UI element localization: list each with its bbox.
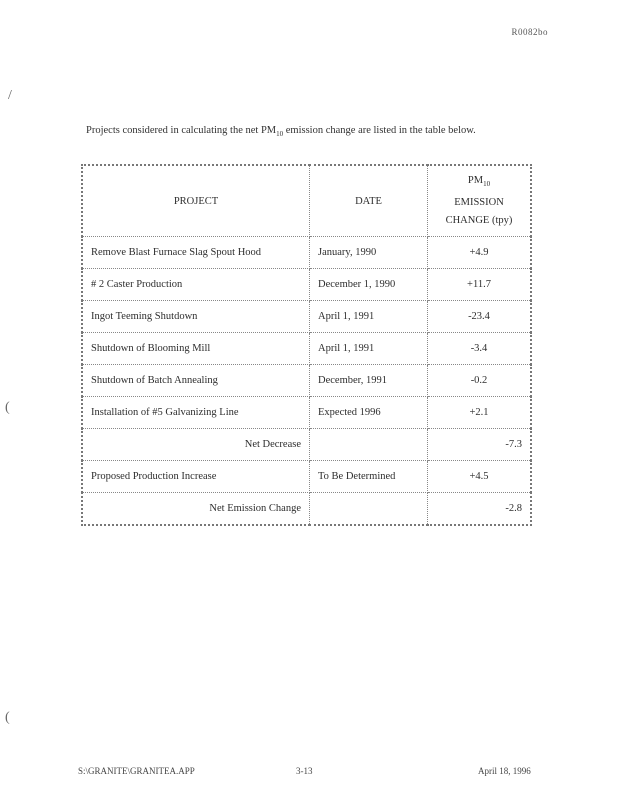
change-cell: -3.4 [428, 333, 532, 365]
document-code: R0082bo [511, 27, 548, 37]
intro-sentence [86, 125, 556, 138]
projects-table [81, 164, 532, 526]
date-cell: April 1, 1991 [310, 301, 428, 333]
change-cell: -23.4 [428, 301, 532, 333]
header-change-label: CHANGE (tpy) [445, 214, 513, 226]
table-header-row [82, 165, 531, 237]
project-cell: Ingot Teeming Shutdown [82, 301, 310, 333]
net-emission-label: Net Emission Change [82, 493, 310, 526]
margin-mark: ( [5, 400, 10, 415]
intro-text-start: Projects considered in calculating the net PM [86, 125, 277, 136]
project-cell: Shutdown of Batch Annealing [82, 365, 310, 397]
date-cell: December, 1991 [310, 365, 428, 397]
empty-date-cell [310, 429, 428, 461]
change-cell: +2.1 [428, 397, 532, 429]
table-row [82, 365, 531, 397]
net-decrease-label: Net Decrease [82, 429, 310, 461]
table-row [82, 461, 531, 493]
margin-mark: / [8, 88, 12, 103]
header-pm-subscript: 10 [483, 180, 491, 189]
date-cell: To Be Determined [310, 461, 428, 493]
date-cell: January, 1990 [310, 237, 428, 269]
change-cell: +4.5 [428, 461, 532, 493]
footer-file-path: S:\GRANITE\GRANITEA.APP [78, 766, 195, 776]
date-cell: Expected 1996 [310, 397, 428, 429]
project-cell: # 2 Caster Production [82, 269, 310, 301]
footer-date: April 18, 1996 [478, 766, 531, 776]
change-cell: +4.9 [428, 237, 532, 269]
project-cell: Installation of #5 Galvanizing Line [82, 397, 310, 429]
date-cell: December 1, 1990 [310, 269, 428, 301]
table-row [82, 301, 531, 333]
table-row [82, 333, 531, 365]
change-cell: -0.2 [428, 365, 532, 397]
table-row [82, 237, 531, 269]
net-decrease-row [82, 429, 531, 461]
change-cell: +11.7 [428, 269, 532, 301]
intro-subscript: 10 [276, 130, 284, 139]
margin-mark: ( [5, 710, 10, 725]
header-project: PROJECT [82, 165, 310, 237]
table-row [82, 397, 531, 429]
net-decrease-value: -7.3 [428, 429, 532, 461]
net-emission-row [82, 493, 531, 526]
header-date: DATE [310, 165, 428, 237]
empty-date-cell [310, 493, 428, 526]
net-emission-value: -2.8 [428, 493, 532, 526]
intro-text-end: emission change are listed in the table below. [283, 125, 476, 136]
project-cell: Shutdown of Blooming Mill [82, 333, 310, 365]
footer-page-number: 3-13 [296, 766, 313, 776]
project-cell: Proposed Production Increase [82, 461, 310, 493]
header-pm-label: PM [467, 175, 484, 187]
header-emission-label: EMISSION [454, 196, 504, 208]
project-cell: Remove Blast Furnace Slag Spout Hood [82, 237, 310, 269]
header-emission-change [428, 165, 532, 237]
date-cell: April 1, 1991 [310, 333, 428, 365]
table-row [82, 269, 531, 301]
